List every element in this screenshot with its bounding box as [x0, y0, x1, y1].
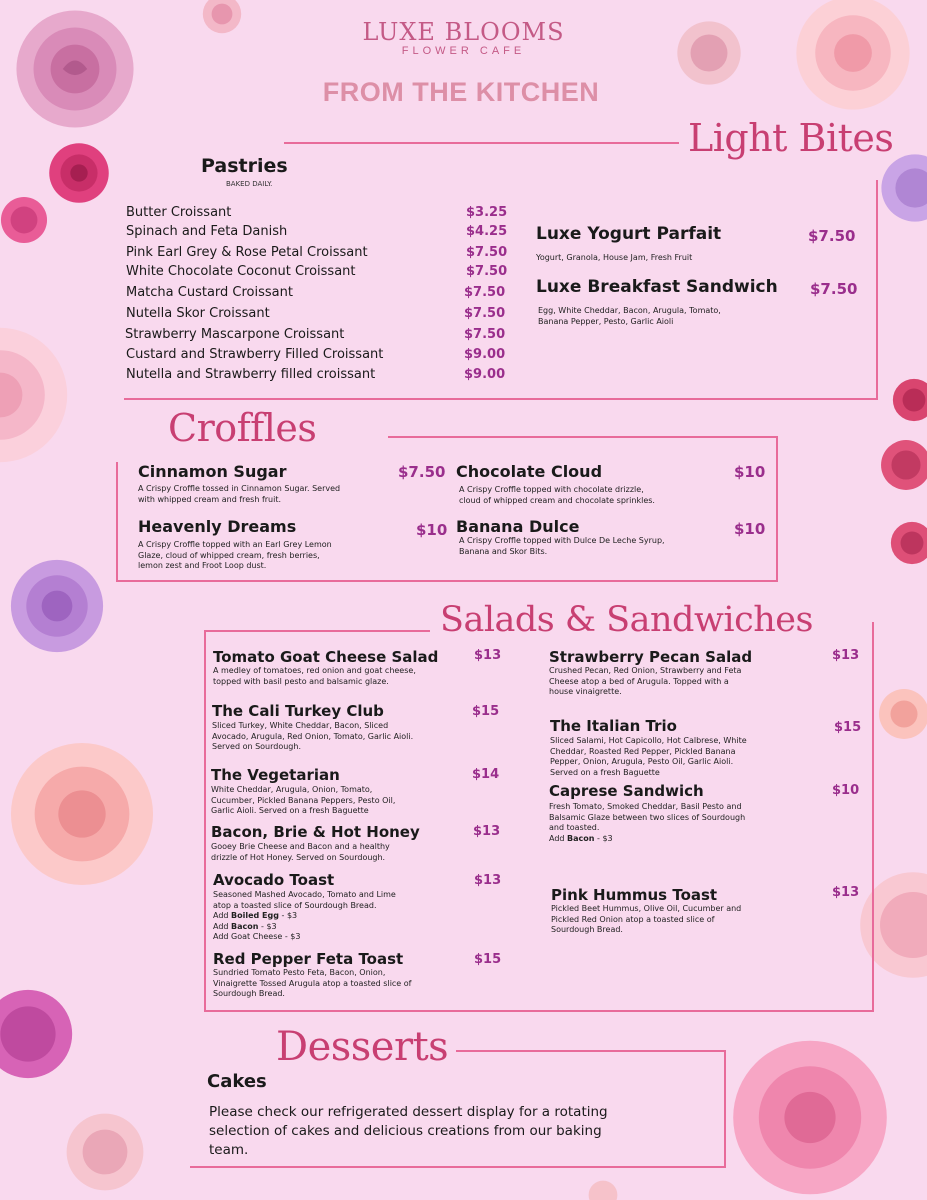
rose-decoration-left-large: [0, 295, 70, 495]
sandwich-name: Caprese Sandwich: [549, 782, 704, 800]
pastry-price: $7.50: [466, 245, 508, 260]
sandwich-name: Bacon, Brie & Hot Honey: [211, 823, 420, 841]
croffle-price: $10: [416, 521, 448, 539]
croffle-name: Chocolate Cloud: [456, 462, 603, 481]
toast-price: $15: [474, 952, 502, 967]
salad-price: $13: [474, 648, 502, 663]
salads-title: Salads & Sandwiches: [440, 600, 813, 640]
croffle-name: Cinnamon Sugar: [138, 462, 287, 481]
yogurt-parfait-price: $7.50: [808, 227, 856, 245]
sandwich-price: $10: [832, 783, 860, 798]
salad-price: $13: [832, 648, 860, 663]
salad-desc: A medley of tomatoes, red onion and goat cheese, topped with basil pesto and balsamic glaze.: [213, 666, 416, 686]
croffle-price: $10: [734, 520, 766, 538]
pastry-price: $7.50: [464, 306, 506, 321]
light-bites-title: Light Bites: [688, 116, 894, 160]
light-bites-frame-bottom: [124, 398, 878, 400]
sandwich-price: $15: [472, 704, 500, 719]
pastries-note: BAKED DAILY.: [226, 180, 273, 188]
pastry-price: $9.00: [464, 347, 506, 362]
salads-frame-bottom: [204, 1010, 874, 1012]
rose-decoration-right-large: [858, 820, 927, 1030]
rose-decoration-bottom-center: [580, 1180, 626, 1200]
croffle-name: Banana Dulce: [456, 517, 580, 536]
croffle-desc: A Crispy Croffle topped with an Earl Grey Lemon Glaze, cloud of whipped cream, fresh berries, lemon zest and Froot Loop dust.: [138, 540, 332, 570]
breakfast-sandwich-desc: Egg, White Cheddar, Bacon, Arugula, Tomato, Banana Pepper, Pesto, Garlic Aioli: [538, 306, 721, 326]
pastries-title: Pastries: [201, 155, 288, 177]
pastry-price: $7.50: [466, 264, 508, 279]
rose-decoration-bottom-right: [730, 1035, 890, 1200]
croffles-title: Croffles: [168, 406, 317, 450]
breakfast-sandwich-price: $7.50: [810, 280, 858, 298]
yogurt-parfait-name: Luxe Yogurt Parfait: [536, 224, 722, 244]
croffle-price: $7.50: [398, 463, 446, 481]
sandwich-price: $13: [473, 824, 501, 839]
rose-decoration-left-peach: [8, 735, 156, 893]
croffles-frame-right: [776, 436, 778, 582]
rose-decoration-left-pink: [0, 185, 48, 255]
pastry-price: $4.25: [466, 224, 508, 239]
light-bites-top-line: [284, 142, 679, 144]
desserts-frame-top: [456, 1050, 726, 1052]
pastry-price: $3.25: [466, 205, 508, 220]
sandwich-name: The Vegetarian: [211, 766, 340, 784]
yogurt-parfait-desc: Yogurt, Granola, House Jam, Fresh Fruit: [536, 253, 693, 262]
pastry-name: Pink Earl Grey & Rose Petal Croissant: [126, 245, 368, 260]
sandwich-price: $15: [834, 720, 862, 735]
rose-decoration-top-left-small: [48, 142, 110, 204]
salad-desc: Crushed Pecan, Red Onion, Strawberry and Feta Cheese atop a bed of Arugula. Topped with a house vinaigrette.: [549, 666, 742, 696]
salad-name: Tomato Goat Cheese Salad: [213, 648, 439, 666]
pastry-name: Nutella and Strawberry filled croissant: [126, 367, 376, 382]
pastry-name: Custard and Strawberry Filled Croissant: [126, 347, 384, 362]
sandwich-name: The Italian Trio: [550, 717, 677, 735]
rose-decoration-right-lilac: [880, 148, 927, 228]
salads-frame-top: [204, 630, 430, 632]
rose-decoration-right-peach: [878, 685, 927, 743]
sandwich-price: $14: [472, 767, 500, 782]
rose-decoration-right-red-2: [880, 432, 927, 498]
pastry-name: Strawberry Mascarpone Croissant: [125, 327, 345, 342]
toast-desc: Pickled Beet Hummus, Olive Oil, Cucumber and Pickled Red Onion atop a toasted slice of Sourdough Bread.: [551, 904, 742, 934]
salads-frame-right: [872, 622, 874, 1012]
salad-name: Strawberry Pecan Salad: [549, 648, 753, 666]
pastry-name: White Chocolate Coconut Croissant: [126, 264, 356, 279]
rose-decoration-left-magenta: [0, 988, 74, 1080]
pastry-price: $9.00: [464, 367, 506, 382]
croffle-desc: A Crispy Croffle topped with Dulce De Leche Syrup, Banana and Skor Bits.: [459, 536, 665, 556]
croffles-frame-left: [116, 462, 118, 582]
sandwich-desc: Fresh Tomato, Smoked Cheddar, Basil Pesto and Balsamic Glaze between two slices of Sourdough and toasted. Add Bacon - $3: [549, 802, 746, 843]
breakfast-sandwich-name: Luxe Breakfast Sandwich: [536, 277, 778, 297]
toast-name: Avocado Toast: [213, 871, 335, 889]
croffles-frame-top: [388, 436, 778, 438]
rose-decoration-left-lilac: [8, 558, 106, 654]
rose-decoration-right-red-1: [892, 375, 927, 425]
croffles-frame-bottom: [116, 580, 778, 582]
pastry-name: Butter Croissant: [126, 205, 232, 220]
cakes-note: Please check our refrigerated dessert display for a rotating selection of cakes and delicious creations from our baking team.: [209, 1104, 608, 1158]
pastry-name: Nutella Skor Croissant: [126, 306, 270, 321]
toast-name: Red Pepper Feta Toast: [213, 950, 404, 968]
salads-frame-left: [204, 630, 206, 1012]
croffle-desc: A Crispy Croffle tossed in Cinnamon Sugar. Served with whipped cream and fresh fruit.: [138, 484, 341, 504]
sandwich-desc: Sliced Salami, Hot Capicollo, Hot Calbrese, White Cheddar, Roasted Red Pepper, Pickled Banana Pepper, Onion, Arugula, Pesto Oil, Garlic Aioli. Served on a fresh Baguette: [550, 736, 747, 777]
croffle-desc: A Crispy Croffle topped with chocolate drizzle, cloud of whipped cream and chocolate sprinkles.: [459, 485, 655, 505]
pastry-price: $7.50: [464, 285, 506, 300]
desserts-frame-bottom: [190, 1166, 726, 1168]
desserts-title: Desserts: [276, 1024, 449, 1070]
pastry-price: $7.50: [464, 327, 506, 342]
pastry-name: Spinach and Feta Danish: [126, 224, 288, 239]
sandwich-desc: Gooey Brie Cheese and Bacon and a healthy drizzle of Hot Honey. Served on Sourdough.: [211, 842, 390, 862]
pastry-name: Matcha Custard Croissant: [126, 285, 293, 300]
brand-subtitle: FLOWER CAFE: [401, 45, 526, 57]
brand-logo-text: LUXE BLOOMS: [362, 18, 565, 46]
toast-desc: Sundried Tomato Pesto Feta, Bacon, Onion, Vinaigrette Tossed Arugula atop a toasted slice of Sourdough Bread.: [213, 968, 412, 998]
sandwich-name: The Cali Turkey Club: [212, 702, 384, 720]
light-bites-frame-right: [876, 180, 878, 400]
desserts-frame-right: [724, 1050, 726, 1168]
sandwich-desc: Sliced Turkey, White Cheddar, Bacon, Sliced Avocado, Arugula, Red Onion, Tomato, Garlic Aioli. Served on Sourdough.: [212, 721, 414, 751]
toast-desc: Seasoned Mashed Avocado, Tomato and Lime atop a toasted slice of Sourdough Bread. Add Boiled Egg - $3 Add Bacon - $3 Add Goat Cheese - $3: [213, 890, 396, 941]
page-title: FROM THE KITCHEN: [322, 77, 600, 107]
sandwich-desc: White Cheddar, Arugula, Onion, Tomato, Cucumber, Pickled Banana Peppers, Pesto Oil, Garlic Aioli. Served on a fresh Baguette: [211, 785, 396, 815]
rose-decoration-bottom-left: [62, 1112, 148, 1192]
rose-decoration-right-red-3: [890, 512, 927, 574]
toast-name: Pink Hummus Toast: [551, 886, 718, 904]
toast-price: $13: [832, 885, 860, 900]
cakes-title: Cakes: [207, 1071, 267, 1092]
croffle-name: Heavenly Dreams: [138, 517, 297, 536]
croffle-price: $10: [734, 463, 766, 481]
toast-price: $13: [474, 873, 502, 888]
